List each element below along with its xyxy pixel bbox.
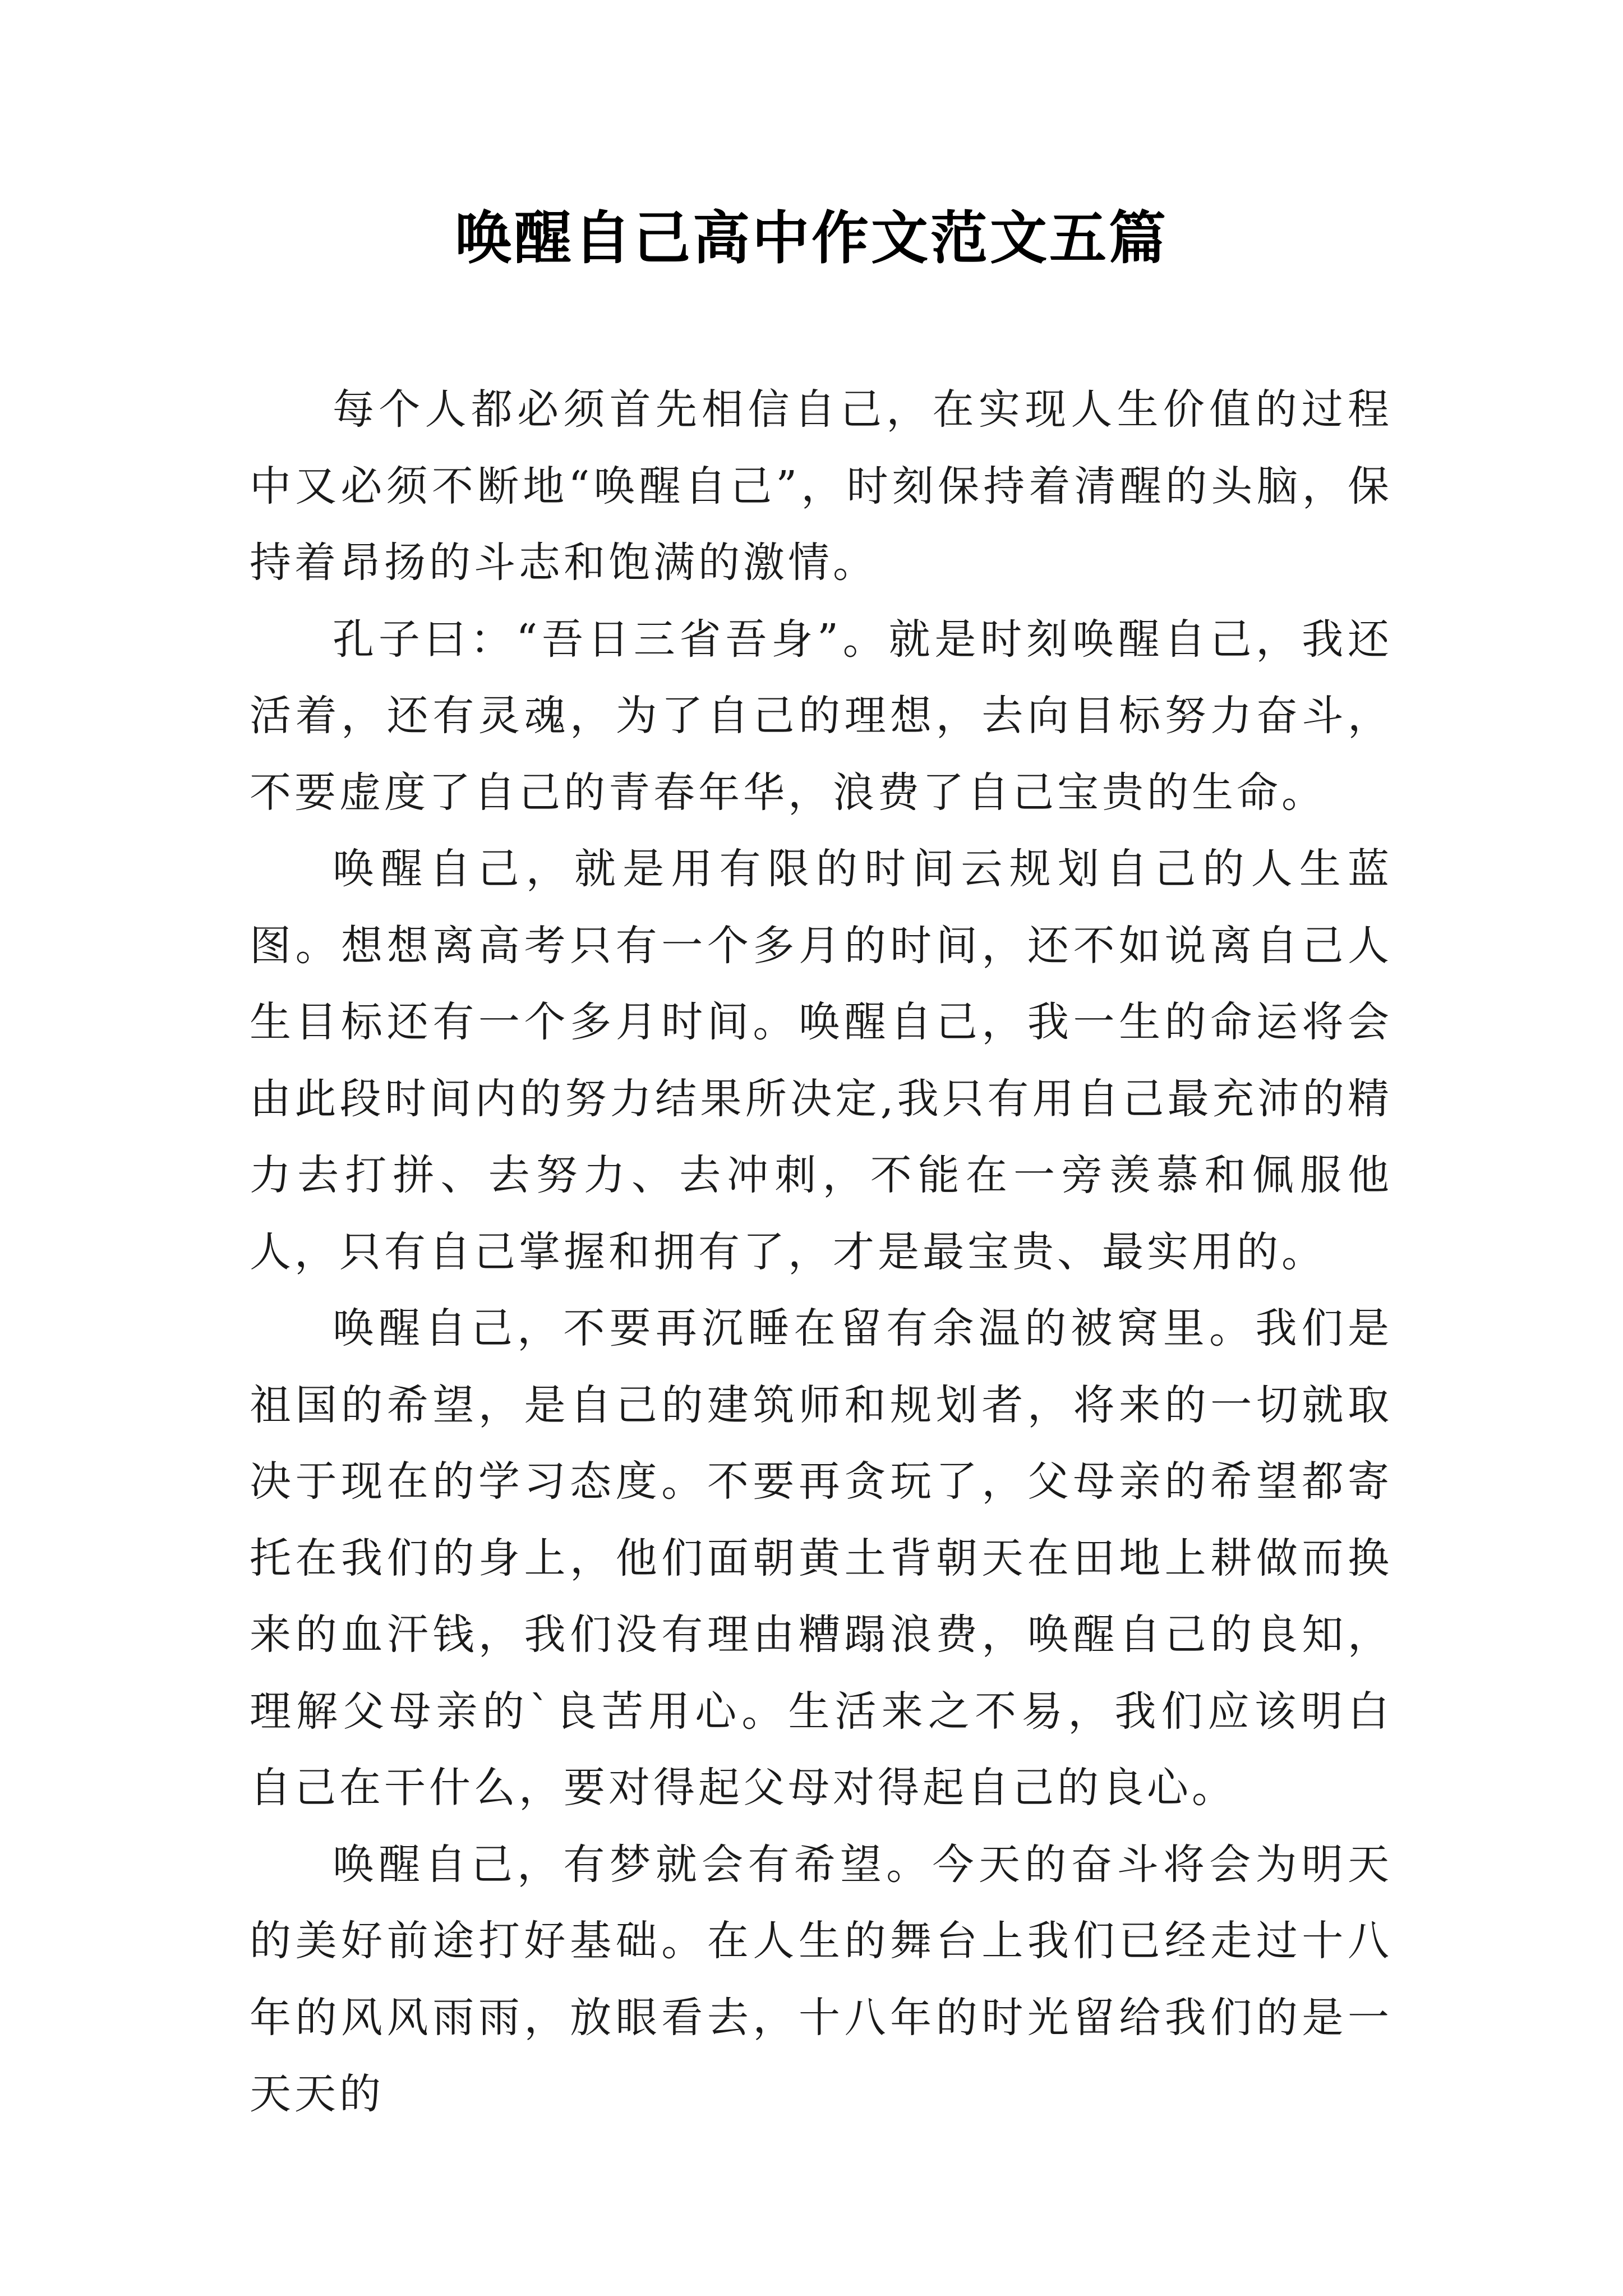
- document-title: 唤醒自己高中作文范文五篇: [455, 205, 1168, 272]
- paragraph: 每个人都必须首先相信自己，在实现人生价值的过程中又必须不断地“唤醒自己”，时刻保持着清醒的头脑，保持着昂扬的斗志和饱满的激情。: [250, 385, 1393, 587]
- paragraph: 唤醒自己，有梦就会有希望。今天的奋斗将会为明天的美好前途打好基础。在人生的舞台上我们已经走过十八年的风风雨雨，放眼看去，十八年的时光留给我们的是一天天的: [250, 1840, 1393, 2118]
- paragraph: 孔子曰：“吾日三省吾身”。就是时刻唤醒自己，我还活着，还有灵魂，为了自己的理想，去向目标努力奋斗，不要虚度了自己的青春年华，浪费了自己宝贵的生命。: [250, 615, 1393, 817]
- paragraph: 唤醒自己，就是用有限的时间云规划自己的人生蓝图。想想离高考只有一个多月的时间，还不如说离自己人生目标还有一个多月时间。唤醒自己，我一生的命运将会由此段时间内的努力结果所决定,我只有用自己最充沛的精力去打拼、去努力、去冲刺，不能在一旁羡慕和佩服他人，只有自己掌握和拥有了，才是最宝贵、最实用的。: [250, 845, 1393, 1276]
- paragraph: 唤醒自己，不要再沉睡在留有余温的被窝里。我们是祖国的希望，是自己的建筑师和规划者，将来的一切就取决于现在的学习态度。不要再贪玩了，父母亲的希望都寄托在我们的身上，他们面朝黄土背朝天在田地上耕做而换来的血汗钱，我们没有理由糟蹋浪费，唤醒自己的良知，理解父母亲的`良苦用心。生活来之不易，我们应该明白自己在干什么，要对得起父母对得起自己的良心。: [250, 1304, 1393, 1812]
- document-body: [250, 371, 1393, 2133]
